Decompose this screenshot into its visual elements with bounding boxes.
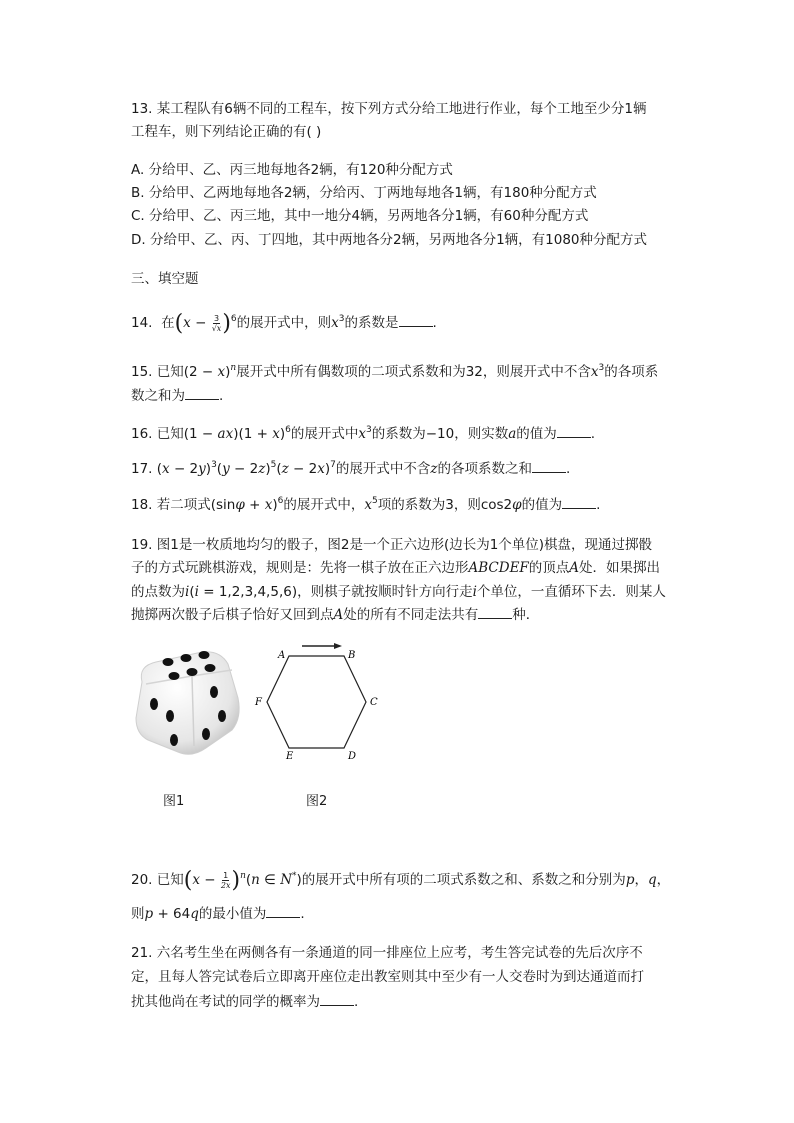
q13-line2: 工程车，则下列结论正确的有( ) <box>131 124 322 140</box>
q21-line2: 定，且每人答完试卷后立即离开座位走出教室则其中至少有一人交卷时为到达通道而打 <box>131 969 644 985</box>
q15-line1: 15. 已知$(2 - x)^n$展开式中所有偶数项的二项式系数和为32，则展开式中不含$x^3$的各项系 <box>131 363 659 380</box>
q21-line1: 21. 六名考生坐在两侧各有一条通道的同一排座位上应考，考生答完试卷的先后次序不 <box>131 945 643 961</box>
q17: 17. $(x - 2y)^3(y - 2z)^5(z - 2x)^7$的展开式中不含z的各项系数之和 . <box>131 460 571 477</box>
q14: 14. 在(x − $\frac{3}{√x}$ )$^6$的展开式中，则$x^3$的系数是 . <box>131 311 437 336</box>
q21-blank <box>320 992 354 1006</box>
q19-blank <box>478 605 512 619</box>
vertex-label-f: F <box>255 697 262 708</box>
vertex-label-a: A <box>278 650 286 661</box>
vertex-label-c: C <box>370 697 378 708</box>
q20-line1: 20. 已知(x − $\frac{1}{2x}$ )$^n$(n ∈ N*)的展开式中所有项的二项式系数之和、系数之和分别为p，q， <box>131 868 671 893</box>
q13-option-c: C. 分给甲、乙、丙三地，其中一地分4辆，另两地各分1辆，有60种分配方式 <box>131 208 589 224</box>
vertex-label-b: B <box>348 650 356 661</box>
q16: 16. 已知$(1 - ax)(1 + x)^6$的展开式中$x^3$的系数为−10，则实数a的值为 . <box>131 425 596 442</box>
q18: 18. 若二项式$(\sin\varphi + x)^6$的展开式中，$x^5$项的系数为3，则cos2φ的值为 . <box>131 496 601 513</box>
section-heading: 三、填空题 <box>131 271 199 287</box>
q19-line2: 子的方式玩跳棋游戏，规则是：先将一棋子放在正六边形ABCDEF的顶点A处．如果掷出 <box>131 560 661 576</box>
hexagon-figure <box>252 640 382 765</box>
dice-figure <box>128 642 246 760</box>
q15-line2: 数之和为 . <box>131 388 224 404</box>
q19-line4: 抛掷两次骰子后棋子恰好又回到点A处的所有不同走法共有 种． <box>131 607 540 623</box>
q15-blank <box>185 386 219 400</box>
q19-line3: 的点数为i(i = 1,2,3,4,5,6)，则棋子就按顺时针方向行走i个单位，一直循环下去．则某人 <box>131 584 666 600</box>
q13-option-b: B. 分给甲、乙两地每地各2辆，分给丙、丁两地每地各1辆，有180种分配方式 <box>131 185 597 201</box>
figure2-caption: 图2 <box>306 794 328 809</box>
q14-blank <box>399 313 433 327</box>
figure1-caption: 图1 <box>163 794 185 809</box>
vertex-label-d: D <box>348 751 357 762</box>
q17-blank <box>532 459 566 473</box>
q20-blank <box>266 904 300 918</box>
q18-blank <box>562 495 596 509</box>
q13-option-d: D. 分给甲、乙、丙、丁四地，其中两地各分2辆，另两地各分1辆，有1080种分配方式 <box>131 232 648 248</box>
q13-line1: 13. 某工程队有6辆不同的工程车，按下列方式分给工地进行作业，每个工地至少分1辆 <box>131 101 647 117</box>
q20-fraction: $\frac{1}{2x}$ <box>220 870 231 890</box>
q20-line2: 则p + 64q的最小值为 . <box>131 906 305 922</box>
q13-option-a: A. 分给甲、乙、丙三地每地各2辆，有120种分配方式 <box>131 162 453 178</box>
q21-line3: 扰其他尚在考试的同学的概率为 . <box>131 994 359 1010</box>
q19-line1: 19. 图1是一枚质地均匀的骰子，图2是一个正六边形(边长为1个单位)棋盘，现通过掷骰 <box>131 537 653 553</box>
q16-blank <box>557 424 591 438</box>
vertex-label-e: E <box>286 751 294 762</box>
q14-fraction: $\frac{3}{√x}$ <box>211 313 222 333</box>
